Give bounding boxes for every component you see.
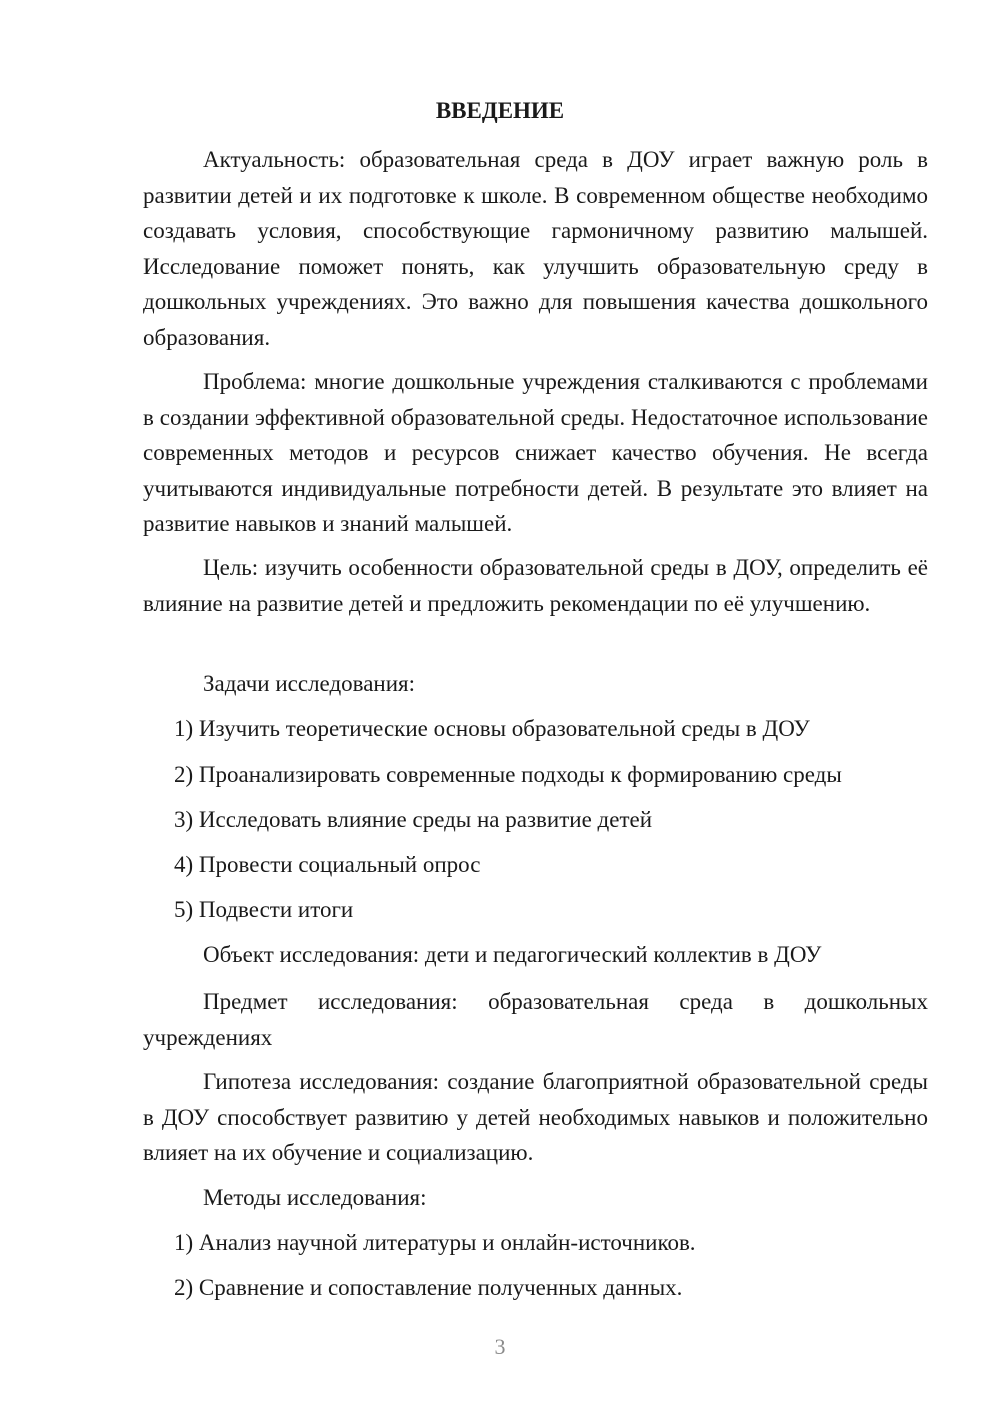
section-title: ВВЕДЕНИЕ: [435, 98, 565, 123]
relevance-paragraph: Актуальность: образовательная среда в ДОУ играет важную роль в развитии детей и их подготовке к школе. В современном обществе необходимо создавать условия, способствующие гармоничному развитию малышей. Исследование поможет понять, как улучшить образовательную среду в дошкольных учреждениях. Это важно для повышения качества дошкольного образования.: [143, 147, 928, 350]
object-line: Объект исследования: дети и педагогический коллектив в ДОУ: [203, 942, 822, 967]
task-item: 4) Провести социальный опрос: [174, 852, 481, 877]
task-item: 1) Изучить теоретические основы образовательной среды в ДОУ: [174, 716, 810, 741]
task-item: 3) Исследовать влияние среды на развитие детей: [174, 807, 653, 832]
problem-paragraph: Проблема: многие дошкольные учреждения сталкиваются с проблемами в создании эффективной образовательной среды. Недостаточное использование современных методов и ресурсов снижает качество обучения. Не всегда учитываются индивидуальные потребности детей. В результате это влияет на развитие навыков и знаний малышей.: [143, 369, 928, 536]
page-number: 3: [494, 1334, 506, 1359]
method-item: 2) Сравнение и сопоставление полученных данных.: [174, 1275, 683, 1300]
task-item: 2) Проанализировать современные подходы к формированию среды: [174, 762, 842, 787]
task-item: 5) Подвести итоги: [174, 897, 354, 922]
method-item: 1) Анализ научной литературы и онлайн-источников.: [174, 1230, 696, 1255]
hypothesis-paragraph: Гипотеза исследования: создание благоприятной образовательной среды в ДОУ способствует развитию у детей необходимых навыков и положительно влияет на их обучение и социализацию.: [143, 1069, 928, 1165]
tasks-heading: Задачи исследования:: [203, 671, 416, 696]
subject-paragraph: Предмет исследования: образовательная среда в дошкольных учреждениях: [143, 989, 928, 1050]
goal-paragraph: Цель: изучить особенности образовательной среды в ДОУ, определить её влияние на развитие детей и предложить рекомендации по её улучшению.: [143, 555, 928, 616]
methods-heading: Методы исследования:: [203, 1185, 427, 1210]
